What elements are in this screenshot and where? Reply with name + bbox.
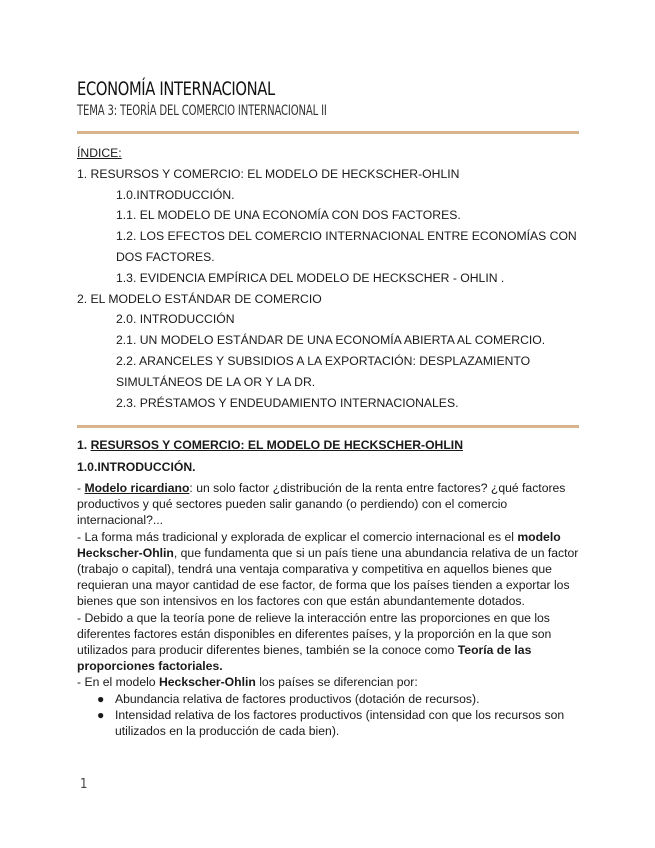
term-heckscher-ohlin: Heckscher-Ohlin (158, 675, 256, 690)
toc-heading: ÍNDICE: (77, 146, 122, 160)
bullet-icon: ● (97, 691, 105, 706)
toc-item: 2.0. INTRODUCCIÓN (116, 312, 235, 327)
paragraph-text: : un solo factor ¿distribución de la renta entre factores? ¿qué factores productivos y qué sectores pueden salir ganando (o perdiendo) con el comercio internacional?... (77, 481, 566, 528)
list-item-text: Intensidad relativa de los factores productivos (intensidad con que los recursos son utilizados en la producción de cada bien). (115, 707, 565, 739)
table-of-contents (77, 143, 579, 413)
section-content (77, 436, 579, 739)
divider-middle (77, 425, 579, 428)
paragraph-dash: - (77, 481, 85, 495)
document-title: ECONOMÍA INTERNACIONAL (77, 78, 275, 100)
paragraph-heckscher-ohlin (77, 529, 579, 610)
toc-item: 2. EL MODELO ESTÁNDAR DE COMERCIO (77, 291, 322, 306)
toc-item: 1. RESURSOS Y COMERCIO: EL MODELO DE HECKSCHER-OHLIN (77, 166, 460, 181)
paragraph-text: - Debido a que la teoría pone de relieve la interacción entre las proporciones en que los diferentes factores están disponibles en diferentes países, y la proporción en la que son utilizados para producir diferentes bienes, también se la conoce como (77, 610, 552, 658)
paragraph-text: - La forma más tradicional y explorada de explicar el comercio internacional es el (77, 529, 518, 544)
section-number: 1. (77, 438, 88, 452)
toc-item: 1.3. EVIDENCIA EMPÍRICA DEL MODELO DE HECKSCHER - OHLIN . (116, 270, 505, 285)
toc-item: 1.2. LOS EFECTOS DEL COMERCIO INTERNACIONAL ENTRE ECONOMÍAS CON DOS FACTORES. (116, 229, 577, 264)
subsection-heading: 1.0.INTRODUCCIÓN. (77, 460, 196, 474)
toc-item: 2.3. PRÉSTAMOS Y ENDEUDAMIENTO INTERNACIONALES. (116, 395, 459, 410)
section-title: RESURSOS Y COMERCIO: EL MODELO DE HECKSCHER-OHLIN (90, 438, 463, 452)
term-teoria-proporciones: Teoría de las proporciones factoriales. (77, 643, 532, 674)
paragraph-ricardian (77, 480, 579, 529)
term-modelo-heckscher-ohlin: modelo Heckscher-Ohlin (77, 529, 561, 560)
paragraph-proporciones (77, 610, 579, 675)
paragraph-text: - En el modelo (77, 675, 159, 690)
list-item-text: Abundancia relativa de factores productivos (dotación de recursos). (115, 691, 480, 706)
bullet-icon: ● (97, 707, 105, 722)
term-modelo-ricardiano: Modelo ricardiano (84, 481, 190, 495)
toc-item: 2.1. UN MODELO ESTÁNDAR DE UNA ECONOMÍA ABIERTA AL COMERCIO. (116, 333, 546, 348)
list-item (97, 691, 579, 707)
paragraph-diferencias (77, 674, 579, 690)
section-heading (77, 436, 579, 454)
document-subtitle: TEMA 3: TEORÍA DEL COMERCIO INTERNACIONAL II (77, 103, 327, 119)
toc-item: 2.2. ARANCELES Y SUBSIDIOS A LA EXPORTACIÓN: DESPLAZAMIENTO SIMULTÁNEOS DE LA OR Y LA DR. (116, 353, 531, 389)
page-number: 1 (80, 777, 88, 792)
paragraph-text: , que fundamenta que si un país tiene una abundancia relativa de un factor (trabajo o capital), tendrá una ventaja comparativa y competitiva en aquellos bienes que requieran una mayor cantidad de ese factor, de forma que los países tienden a exportar los bienes que son intensivos en los factores con que están abundantemente dotados. (77, 545, 579, 609)
paragraph-text: los países se diferencian por: (255, 675, 418, 690)
bullet-list (77, 691, 579, 740)
toc-item: 1.0.INTRODUCCIÓN. (116, 187, 235, 202)
list-item (97, 707, 579, 739)
divider-top (77, 131, 579, 134)
toc-item: 1.1. EL MODELO DE UNA ECONOMÍA CON DOS FACTORES. (116, 208, 461, 223)
